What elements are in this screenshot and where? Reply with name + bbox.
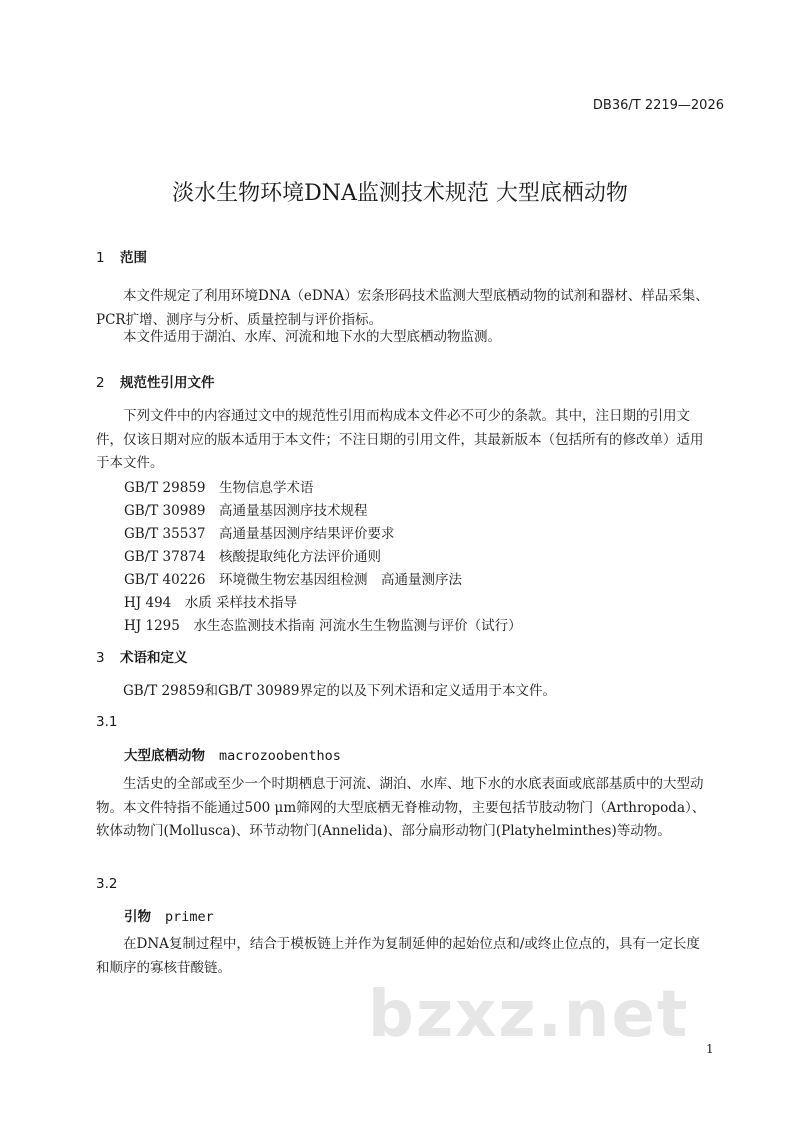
section-title: 范围 <box>120 250 147 266</box>
section-number: 1 <box>96 250 105 266</box>
term-zh: 大型底栖动物 <box>124 748 205 764</box>
reference-item: GB/T 35537 高通量基因测序结果评价要求 <box>124 526 395 542</box>
section-1-heading <box>96 246 147 266</box>
term-definition: 在DNA复制过程中，结合于模板链上并作为复制延伸的起始位点和/或终止位点的，具有一定长度和顺序的寡核苷酸链。 <box>96 936 700 976</box>
section-title: 术语和定义 <box>120 650 188 666</box>
section-number: 3 <box>96 650 105 666</box>
section-3-heading <box>96 646 188 666</box>
reference-item: GB/T 37874 核酸提取纯化方法评价通则 <box>124 549 381 565</box>
section-title: 规范性引用文件 <box>120 375 215 391</box>
reference-item: GB/T 29859 生物信息学术语 <box>124 480 314 496</box>
term-en: macrozoobenthos <box>219 748 341 764</box>
clause-number: 3.1 <box>96 714 118 730</box>
section-number: 2 <box>96 375 105 391</box>
section-2-heading <box>96 371 215 391</box>
reference-item: HJ 494 水质 采样技术指导 <box>124 595 298 611</box>
term-zh: 引物 <box>124 909 151 925</box>
document-title: 淡水生物环境DNA监测技术规范 大型底栖动物 <box>172 181 628 206</box>
page-number: 1 <box>706 1042 714 1056</box>
term-entry <box>124 744 341 764</box>
references-intro: 下列文件中的内容通过文中的规范性引用而构成本文件必不可少的条款。其中，注日期的引用文件，仅该日期对应的版本适用于本文件；不注日期的引用文件，其最新版本（包括所有的修改单）适用于本文件。 <box>96 408 704 471</box>
reference-item: HJ 1295 水生态监测技术指南 河流水生生物监测与评价（试行） <box>124 618 522 634</box>
scope-applicability: 本文件适用于湖泊、水库、河流和地下水的大型底栖动物监测。 <box>123 329 501 345</box>
watermark: bzxz.net <box>368 978 690 1052</box>
scope-paragraph: 本文件规定了利用环境DNA（eDNA）宏条形码技术监测大型底栖动物的试剂和器材、样品采集、PCR扩增、测序与分析、质量控制与评价指标。 <box>96 288 709 328</box>
terms-intro: GB/T 29859和GB/T 30989界定的以及下列术语和定义适用于本文件。 <box>123 683 556 699</box>
term-en: primer <box>165 909 214 925</box>
term-entry <box>124 905 214 925</box>
reference-item: GB/T 30989 高通量基因测序技术规程 <box>124 503 368 519</box>
term-definition: 生活史的全部或至少一个时期栖息于河流、湖泊、水库、地下水的水底表面或底部基质中的大型动物。本文件特指不能通过500 μm筛网的大型底栖无脊椎动物，主要包括节肢动物门（Arthropoda）、软体动物门(Mollusca)、环节动物门(Annelida)、部分扁形动物门(Platyhelminthes)等动物。 <box>96 776 706 839</box>
clause-number: 3.2 <box>96 876 118 892</box>
standard-code: DB36/T 2219—2026 <box>592 98 724 113</box>
reference-item: GB/T 40226 环境微生物宏基因组检测 高通量测序法 <box>124 572 462 588</box>
